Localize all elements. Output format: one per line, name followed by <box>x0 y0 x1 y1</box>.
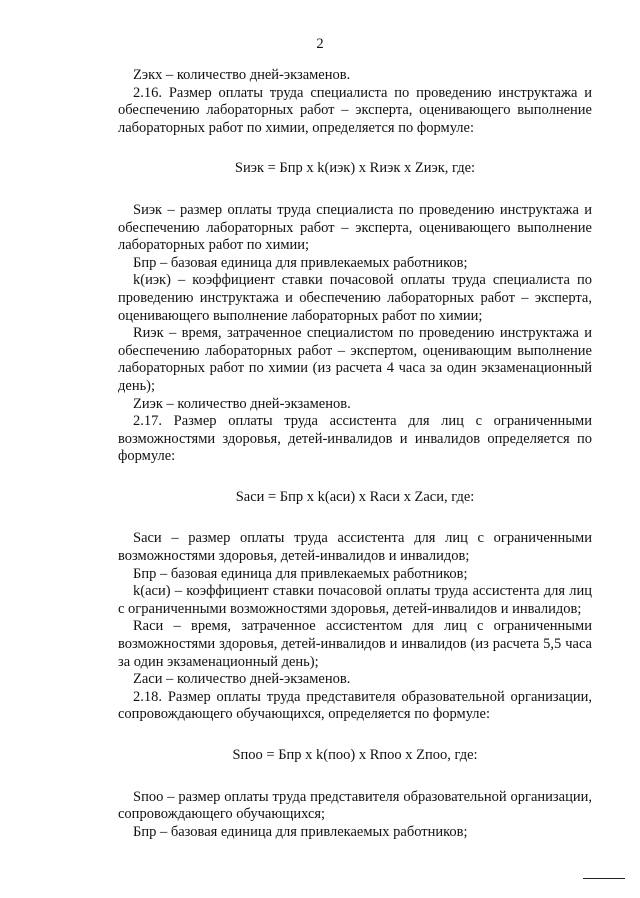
signature-line <box>583 878 625 879</box>
section-2-18-paragraph: 2.18. Размер оплаты труда представителя образовательной организации, сопровождающего обучающихся, определяется по формуле: <box>118 688 592 723</box>
text-paragraph: Rиэк – время, затраченное специалистом по проведению инструктажа и обеспечению лабораторных работ – экспертом, оценивающим выполнение лабораторных работ по химии (из расчета 4 часа за один экзаменационный день); <box>118 325 592 394</box>
text-paragraph: Sпоо – размер оплаты труда представителя образовательной организации, сопровождающего обучающихся; <box>118 788 592 823</box>
text-paragraph: Rаси – время, затраченное ассистентом для лиц с ограниченными возможностями здоровья, детей-инвалидов и инвалидов (из расчета 5,5 часа за один экзаменационный день); <box>118 618 592 670</box>
page-number: 2 <box>316 36 324 52</box>
text-paragraph: Бпр – базовая единица для привлекаемых работников; <box>133 565 468 582</box>
text-paragraph: Sаси – размер оплаты труда ассистента для лиц с ограниченными возможностями здоровья, детей-инвалидов и инвалидов; <box>118 530 592 565</box>
section-2-16-paragraph: 2.16. Размер оплаты труда специалиста по проведению инструктажа и обеспечению лабораторных работ – эксперта, оценивающего выполнение лабораторных работ по химии, определяется по формуле: <box>118 84 592 136</box>
text-paragraph: k(аси) – коэффициент ставки почасовой оплаты труда ассистента для лиц с ограниченными возможностями здоровья, детей-инвалидов и инвалидов; <box>118 583 592 617</box>
text-paragraph: k(иэк) – коэффициент ставки почасовой оплаты труда специалиста по проведению инструктажа и обеспечению лабораторных работ – эксперта, оценивающего выполнение лабораторных работ по химии; <box>118 272 592 324</box>
text-paragraph: Бпр – базовая единица для привлекаемых работников; <box>133 823 468 840</box>
text-paragraph: Zаси – количество дней-экзаменов. <box>133 671 351 688</box>
text-paragraph: Sиэк – размер оплаты труда специалиста по проведению инструктажа и обеспечению лабораторных работ – эксперта, оценивающего выполнение лабораторных работ по химии; <box>118 201 592 254</box>
formula-spoo: Sпоо = Бпр х k(поо) х Rпоо х Zпоо, где: <box>232 747 478 763</box>
text-paragraph: Zиэк – количество дней-экзаменов. <box>133 395 351 412</box>
document-body <box>118 67 592 841</box>
text-paragraph: Zэкх – количество дней-экзаменов. <box>133 67 351 83</box>
formula-sasi: Sаси = Бпр х k(аси) х Rаси х Zаси, где: <box>235 488 475 505</box>
text-paragraph: Бпр – базовая единица для привлекаемых работников; <box>133 254 468 271</box>
section-2-17-paragraph: 2.17. Размер оплаты труда ассистента для лиц с ограниченными возможностями здоровья, детей-инвалидов и инвалидов определяется по формуле: <box>118 413 592 465</box>
formula-siek: Sиэк = Бпр х k(иэк) х Rиэк х Zиэк, где: <box>234 160 476 177</box>
